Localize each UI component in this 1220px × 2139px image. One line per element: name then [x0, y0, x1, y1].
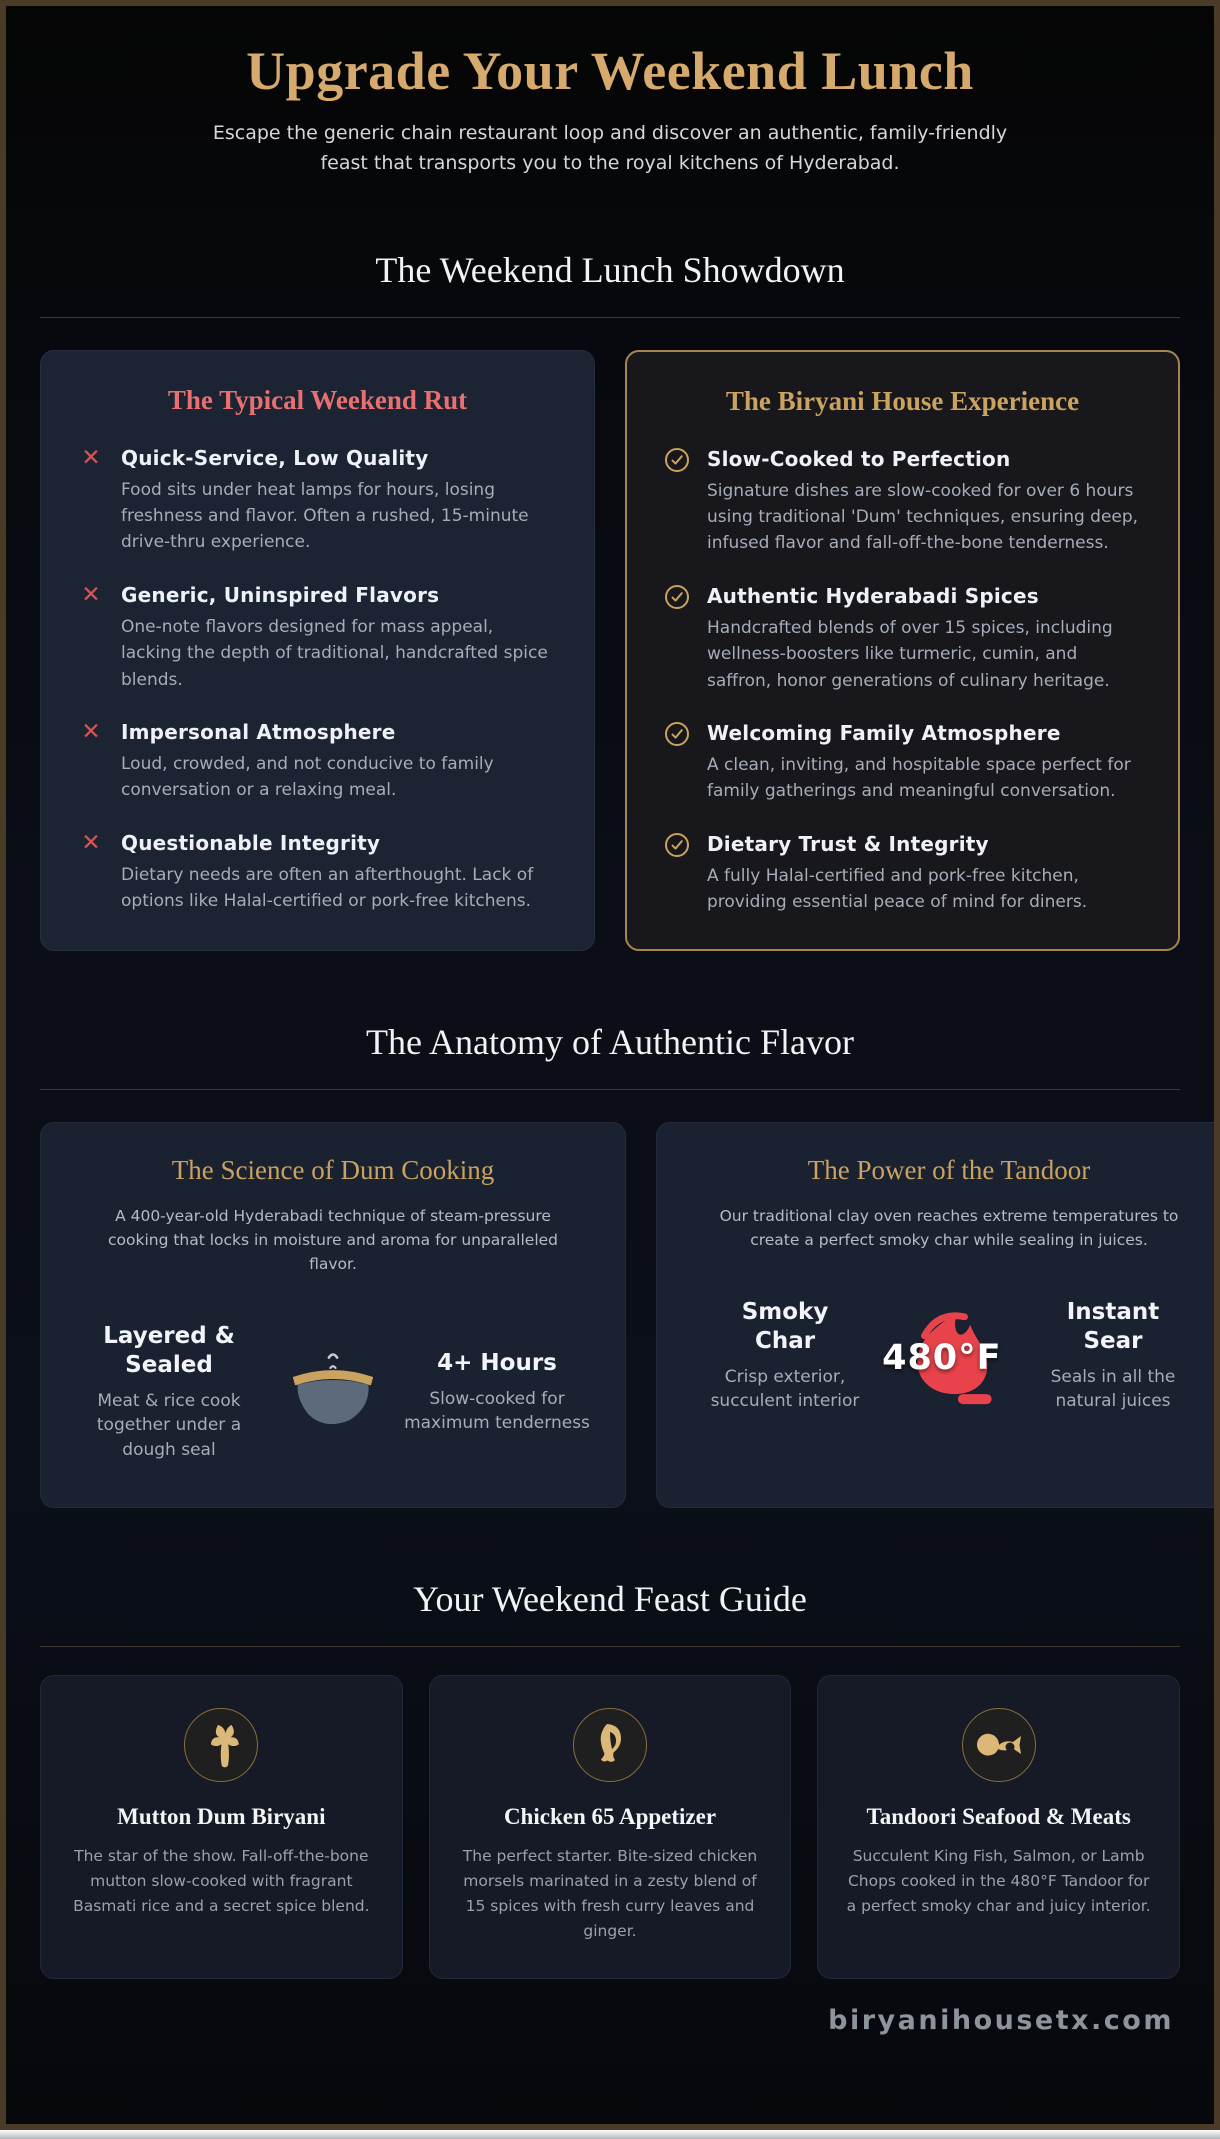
temperature-badge: 480°F	[882, 1338, 1002, 1379]
item-title: Welcoming Family Atmosphere	[707, 720, 1061, 745]
item-body: Food sits under heat lamps for hours, losing freshness and flavor. Often a rushed, 15-minute drive-thru experience.	[121, 479, 529, 553]
list-item	[663, 584, 1142, 694]
dum-cooking-description: A 400-year-old Hyderabadi technique of steam-pressure cooking that locks in moisture and aroma for unparalleled flavor.	[107, 1207, 559, 1274]
feast-grid	[40, 1675, 1180, 1979]
page-title: Upgrade Your Weekend Lunch	[246, 41, 974, 101]
stat-instant-sear: Instant Sear Seals in all the natural juices	[1050, 1299, 1176, 1412]
dish-title: Tandoori Seafood & Meats	[866, 1803, 1131, 1829]
item-body: A fully Halal-certified and pork-free kitchen, providing essential peace of mind for diners.	[707, 865, 1088, 912]
tandoori-seafood-card	[817, 1675, 1180, 1979]
item-title: Quick-Service, Low Quality	[121, 445, 429, 470]
stat-smoky-char: Smoky Char Crisp exterior, succulent interior	[710, 1299, 860, 1412]
dish-description: Succulent King Fish, Salmon, or Lamb Chops cooked in the 480°F Tandoor for a perfect smoky char and juicy interior.	[846, 1846, 1151, 1915]
biryani-house-card	[625, 350, 1180, 951]
item-body: Handcrafted blends of over 15 spices, including wellness-boosters like turmeric, cumin, and saffron, honor generations of culinary heritage.	[707, 617, 1113, 691]
item-body: Signature dishes are slow-cooked for over 6 hours using traditional 'Dum' techniques, ensuring deep, infused flavor and fall-off-the-bone tenderness.	[707, 480, 1139, 554]
typical-rut-card	[40, 350, 595, 951]
list-item	[663, 832, 1142, 916]
website-url: biryanihousetx.com	[828, 2005, 1174, 2037]
chicken-drumstick-icon	[592, 1722, 628, 1768]
window-bottom-edge	[0, 2130, 1220, 2139]
section-divider	[40, 317, 1180, 318]
item-title: Impersonal Atmosphere	[121, 719, 396, 744]
stat-layered-sealed: Layered & Sealed Meat & rice cook together under a dough seal	[96, 1323, 242, 1461]
feast-heading: Your Weekend Feast Guide	[413, 1578, 807, 1619]
check-circle-icon	[664, 721, 690, 747]
check-circle-icon	[664, 832, 690, 858]
dish-title: Chicken 65 Appetizer	[503, 1803, 717, 1829]
showdown-heading: The Weekend Lunch Showdown	[375, 249, 845, 290]
dish-title: Mutton Dum Biryani	[117, 1803, 326, 1829]
list-item	[77, 720, 558, 804]
showdown-grid	[40, 350, 1180, 951]
dum-pot-icon	[283, 1347, 383, 1437]
dum-cooking-card	[40, 1122, 626, 1507]
check-circle-icon	[664, 584, 690, 610]
list-item	[77, 583, 558, 693]
content-container	[40, 249, 1180, 2036]
item-body: A clean, inviting, and hospitable space perfect for family gatherings and meaningful conversation.	[707, 754, 1131, 802]
item-title: Slow-Cooked to Perfection	[707, 446, 1011, 471]
mutton-leg-icon	[201, 1722, 241, 1768]
x-mark-icon: ✕	[81, 718, 101, 745]
check-circle-icon	[664, 447, 690, 473]
dum-cooking-title: The Science of Dum Cooking	[171, 1155, 495, 1186]
item-body: Dietary needs are often an afterthought. Lack of options like Halal-certified or pork-free kitchens.	[121, 864, 534, 911]
stat-row	[69, 1322, 597, 1462]
list-item	[663, 721, 1142, 805]
item-body: Loud, crowded, and not conducive to family conversation or a relaxing meal.	[121, 753, 494, 801]
tandoor-description: Our traditional clay oven reaches extreme temperatures to create a perfect smoky char while sealing in juices.	[719, 1207, 1179, 1250]
x-mark-icon: ✕	[81, 829, 101, 856]
list-item	[77, 831, 558, 915]
list-item	[77, 446, 558, 556]
stat-hours: 4+ Hours Slow-cooked for maximum tenderness	[404, 1349, 590, 1434]
typical-rut-title: The Typical Weekend Rut	[167, 384, 468, 415]
list-item	[663, 447, 1142, 557]
item-title: Dietary Trust & Integrity	[707, 831, 989, 856]
x-mark-icon: ✕	[81, 444, 101, 471]
anatomy-grid	[40, 1122, 1180, 1507]
stat-row	[685, 1298, 1213, 1414]
item-title: Generic, Uninspired Flavors	[121, 582, 440, 607]
tandoor-card	[656, 1122, 1220, 1507]
section-divider	[40, 1089, 1180, 1090]
item-title: Questionable Integrity	[121, 830, 381, 855]
chicken-65-card	[429, 1675, 792, 1979]
item-title: Authentic Hyderabadi Spices	[707, 583, 1039, 608]
fish-icon	[974, 1729, 1024, 1761]
x-mark-icon: ✕	[81, 581, 101, 608]
dish-description: The star of the show. Fall-off-the-bone mutton slow-cooked with fragrant Basmati rice and a secret spice blend.	[73, 1846, 370, 1915]
item-body: One-note flavors designed for mass appeal, lacking the depth of traditional, handcrafted spice blends.	[121, 616, 548, 690]
anatomy-heading: The Anatomy of Authentic Flavor	[366, 1022, 854, 1063]
page-subtitle: Escape the generic chain restaurant loop and discover an authentic, family-friendly feast that transports you to the royal kitchens of Hyderabad.	[212, 122, 1008, 175]
dish-description: The perfect starter. Bite-sized chicken morsels marinated in a zesty blend of 15 spices with fresh curry leaves and ginger.	[462, 1846, 758, 1941]
tandoor-title: The Power of the Tandoor	[807, 1155, 1091, 1186]
mutton-biryani-card	[40, 1675, 403, 1979]
section-divider	[40, 1646, 1180, 1647]
biryani-house-title: The Biryani House Experience	[725, 385, 1080, 416]
